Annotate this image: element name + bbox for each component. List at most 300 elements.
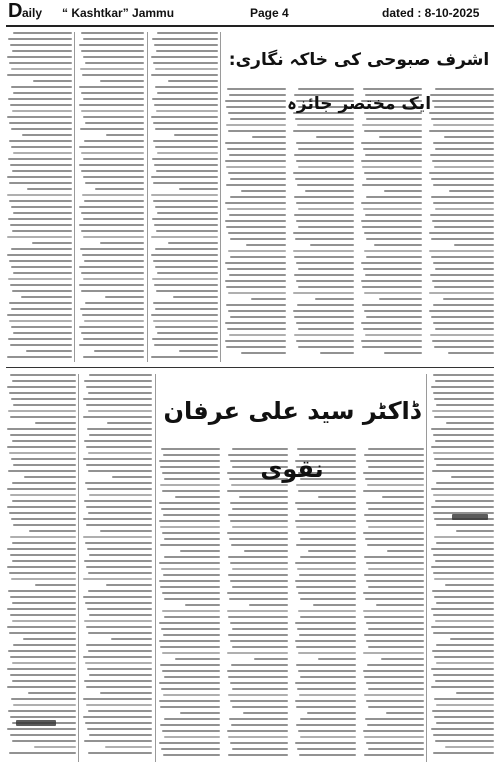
masthead-daily: aily	[22, 6, 43, 20]
text-line	[89, 554, 152, 556]
text-line	[87, 488, 152, 490]
text-line	[7, 194, 72, 196]
text-line	[11, 86, 72, 88]
text-line	[159, 700, 220, 702]
text-line	[154, 224, 218, 226]
text-line	[363, 730, 424, 732]
text-line	[366, 700, 424, 702]
text-line	[363, 670, 424, 672]
bottom-headline: ڈاکٹر سید علی عرفان نقوی	[158, 382, 426, 440]
text-line	[229, 154, 286, 156]
text-line	[231, 664, 288, 666]
text-line	[8, 98, 72, 100]
text-line	[7, 728, 76, 730]
text-line	[9, 122, 72, 124]
text-line	[8, 590, 76, 592]
text-line	[84, 500, 152, 502]
text-line	[33, 80, 72, 82]
text-line	[84, 680, 152, 682]
text-line	[230, 256, 286, 258]
text-line	[81, 92, 144, 94]
text-line	[12, 290, 72, 292]
text-line	[430, 274, 494, 276]
text-line	[297, 568, 356, 570]
text-line	[226, 304, 286, 306]
text-line	[226, 106, 286, 108]
text-line	[7, 626, 76, 628]
text-line	[83, 176, 144, 178]
text-line	[79, 206, 144, 208]
text-line	[381, 658, 424, 660]
text-line	[88, 710, 152, 712]
text-line	[154, 284, 218, 286]
text-line	[86, 626, 152, 628]
text-line	[227, 592, 288, 594]
text-line	[10, 434, 77, 436]
text-line	[83, 38, 144, 40]
masthead-d-letter: D	[8, 0, 23, 22]
text-line	[298, 166, 354, 168]
text-line	[367, 544, 424, 546]
text-line	[296, 526, 356, 528]
text-line	[252, 136, 286, 138]
text-line	[228, 514, 288, 516]
text-line	[83, 338, 144, 340]
text-line	[155, 326, 218, 328]
column-divider	[74, 32, 75, 362]
text-line	[88, 452, 152, 454]
text-line	[364, 310, 422, 312]
text-line	[13, 524, 76, 526]
sub-heading	[452, 514, 488, 520]
text-line	[80, 68, 144, 70]
text-line	[436, 524, 494, 526]
text-line	[161, 568, 220, 570]
text-line	[432, 220, 494, 222]
text-line	[230, 700, 288, 702]
text-line	[365, 718, 424, 720]
text-line	[86, 686, 152, 688]
text-line	[79, 224, 144, 226]
text-line	[13, 272, 72, 274]
text-line	[361, 220, 422, 222]
text-line	[152, 218, 218, 220]
text-line	[174, 134, 218, 136]
text-line	[157, 92, 218, 94]
text-line	[228, 292, 286, 294]
text-line	[9, 260, 72, 262]
text-line	[244, 550, 288, 552]
text-line	[293, 130, 354, 132]
text-line	[11, 146, 72, 148]
section-divider	[6, 367, 494, 368]
text-line	[367, 484, 424, 486]
text-line	[225, 340, 286, 342]
text-line	[433, 632, 494, 634]
text-line	[85, 722, 152, 724]
text-line	[185, 604, 220, 606]
text-line	[300, 676, 356, 678]
text-line	[315, 298, 354, 300]
text-line	[299, 574, 356, 576]
text-line	[168, 80, 218, 82]
text-line	[298, 610, 356, 612]
text-line	[85, 182, 144, 184]
text-line	[298, 148, 354, 150]
text-line	[436, 644, 494, 646]
text-line	[23, 638, 76, 640]
text-line	[318, 658, 356, 660]
text-line	[225, 202, 286, 204]
text-line	[318, 496, 356, 498]
text-line	[435, 440, 494, 442]
text-line	[105, 296, 144, 298]
text-line	[434, 698, 494, 700]
text-line	[160, 664, 220, 666]
text-line	[294, 316, 354, 318]
text-line	[298, 226, 354, 228]
text-line	[13, 92, 72, 94]
text-line	[85, 542, 152, 544]
text-line	[225, 322, 286, 324]
text-line	[159, 580, 220, 582]
text-line	[364, 676, 424, 678]
text-line	[88, 512, 152, 514]
text-line	[436, 464, 494, 466]
text-line	[368, 586, 424, 588]
text-line	[151, 176, 218, 178]
text-line	[431, 728, 494, 730]
text-line	[83, 158, 144, 160]
text-line	[22, 134, 72, 136]
text-line	[162, 610, 220, 612]
text-line	[81, 110, 144, 112]
masthead-date: dated : 8-10-2025	[382, 6, 480, 20]
text-line	[368, 748, 424, 750]
text-line	[226, 346, 286, 348]
text-line	[230, 502, 288, 504]
text-line	[83, 278, 144, 280]
text-line	[361, 160, 422, 162]
text-line	[8, 710, 76, 712]
text-line	[364, 172, 422, 174]
text-line	[232, 526, 288, 528]
text-line	[35, 422, 76, 424]
text-line	[85, 122, 144, 124]
text-line	[156, 170, 218, 172]
text-line	[366, 460, 424, 462]
text-line	[164, 718, 220, 720]
text-line	[366, 502, 424, 504]
text-line	[433, 142, 494, 144]
text-line	[10, 224, 72, 226]
text-column-2	[78, 32, 144, 362]
text-line	[160, 706, 220, 708]
text-line	[27, 188, 72, 190]
column-divider	[78, 374, 79, 762]
text-line	[316, 136, 354, 138]
text-line	[446, 422, 494, 424]
text-column-8	[6, 374, 76, 762]
text-line	[156, 50, 218, 52]
text-line	[296, 340, 354, 342]
text-line	[230, 118, 286, 120]
text-line	[162, 652, 220, 654]
text-line	[225, 142, 286, 144]
text-line	[7, 176, 72, 178]
text-line	[368, 628, 424, 630]
text-line	[84, 620, 152, 622]
text-line	[363, 592, 424, 594]
text-line	[106, 584, 152, 586]
text-line	[80, 248, 144, 250]
text-line	[363, 208, 422, 210]
text-line	[88, 632, 152, 634]
text-line	[151, 194, 218, 196]
text-line	[105, 746, 152, 748]
text-line	[155, 206, 218, 208]
text-line	[433, 572, 494, 574]
text-line	[88, 590, 152, 592]
text-line	[227, 532, 288, 534]
text-line	[231, 544, 288, 546]
text-line	[298, 346, 354, 348]
text-line	[365, 598, 424, 600]
text-line	[436, 704, 494, 706]
text-column-4	[224, 88, 286, 362]
text-line	[226, 286, 286, 288]
text-line	[32, 242, 72, 244]
text-line	[7, 548, 76, 550]
text-line	[88, 410, 152, 412]
text-line	[81, 272, 144, 274]
text-line	[361, 340, 422, 342]
text-line	[83, 236, 144, 238]
text-line	[295, 622, 356, 624]
text-line	[161, 628, 220, 630]
text-line	[83, 98, 144, 100]
text-line	[83, 116, 144, 118]
text-line	[159, 622, 220, 624]
text-line	[230, 562, 288, 564]
text-line	[230, 622, 288, 624]
text-line	[28, 692, 76, 694]
text-line	[232, 508, 288, 510]
text-line	[363, 268, 422, 270]
text-line	[13, 32, 72, 34]
text-line	[159, 460, 220, 462]
text-line	[228, 754, 288, 756]
text-line	[433, 494, 494, 496]
text-line	[444, 136, 494, 138]
text-line	[153, 302, 218, 304]
text-line	[162, 490, 220, 492]
text-line	[8, 218, 72, 220]
text-line	[88, 392, 152, 394]
text-line	[84, 560, 152, 562]
text-line	[443, 298, 494, 300]
text-line	[10, 716, 76, 718]
text-line	[155, 146, 218, 148]
text-line	[227, 208, 286, 210]
text-line	[364, 292, 422, 294]
masthead-page: Page 4	[250, 6, 289, 20]
text-line	[436, 602, 494, 604]
text-line	[433, 322, 494, 324]
text-line	[34, 746, 76, 748]
text-line	[435, 680, 494, 682]
text-line	[296, 202, 354, 204]
text-line	[10, 44, 72, 46]
text-line	[85, 62, 144, 64]
text-line	[295, 580, 356, 582]
text-line	[227, 730, 288, 732]
text-line	[230, 178, 286, 180]
text-line	[87, 728, 152, 730]
text-line	[295, 502, 356, 504]
text-line	[157, 272, 218, 274]
text-line	[86, 404, 153, 406]
text-line	[21, 296, 72, 298]
text-line	[153, 320, 218, 322]
text-line	[434, 656, 494, 658]
text-line	[297, 508, 356, 510]
text-line	[83, 218, 144, 220]
text-line	[226, 124, 286, 126]
text-line	[434, 286, 494, 288]
text-line	[296, 706, 356, 708]
text-line	[164, 736, 220, 738]
text-line	[298, 208, 354, 210]
text-line	[363, 328, 422, 330]
text-line	[232, 568, 288, 570]
text-line	[10, 374, 77, 376]
text-line	[11, 458, 76, 460]
text-line	[83, 536, 152, 538]
text-line	[456, 530, 494, 532]
text-line	[434, 398, 494, 400]
text-line	[160, 646, 220, 648]
text-line	[298, 268, 354, 270]
text-line	[298, 286, 354, 288]
text-line	[154, 104, 218, 106]
text-line	[431, 256, 494, 258]
text-line	[100, 80, 144, 82]
text-line	[434, 346, 494, 348]
text-line	[366, 562, 424, 564]
text-line	[365, 334, 422, 336]
text-line	[431, 506, 494, 508]
text-line	[298, 328, 354, 330]
text-line	[432, 650, 494, 652]
text-line	[11, 248, 72, 250]
text-line	[366, 682, 424, 684]
sub-heading	[16, 720, 56, 726]
text-line	[153, 260, 218, 262]
text-line	[12, 380, 76, 382]
text-line	[84, 380, 152, 382]
text-line	[297, 748, 356, 750]
text-line	[387, 550, 424, 552]
text-line	[88, 572, 152, 574]
text-line	[12, 620, 76, 622]
text-line	[432, 100, 494, 102]
text-line	[300, 616, 356, 618]
text-column-13	[362, 448, 424, 762]
text-line	[12, 662, 76, 664]
text-line	[433, 392, 494, 394]
text-line	[294, 274, 354, 276]
text-line	[159, 562, 220, 564]
text-line	[429, 172, 494, 174]
text-line	[363, 652, 424, 654]
text-line	[456, 692, 494, 694]
text-line	[160, 586, 220, 588]
text-line	[364, 574, 424, 576]
text-line	[100, 242, 144, 244]
text-line	[180, 712, 220, 714]
text-line	[13, 152, 72, 154]
text-line	[429, 292, 494, 294]
text-line	[434, 226, 494, 228]
text-line	[225, 280, 286, 282]
text-line	[231, 724, 288, 726]
text-line	[164, 478, 220, 480]
text-column-9	[82, 374, 152, 762]
text-line	[365, 154, 422, 156]
text-line	[298, 652, 356, 654]
text-line	[9, 62, 72, 64]
text-line	[162, 472, 220, 474]
text-line	[230, 316, 286, 318]
text-line	[163, 454, 220, 456]
text-line	[85, 482, 152, 484]
text-line	[431, 626, 494, 628]
text-line	[294, 334, 354, 336]
text-line	[431, 686, 494, 688]
text-line	[379, 136, 422, 138]
text-line	[431, 566, 494, 568]
text-column-3	[150, 32, 218, 362]
text-line	[9, 200, 72, 202]
text-line	[88, 752, 152, 754]
text-line	[295, 562, 356, 564]
text-line	[164, 556, 220, 558]
text-line	[10, 494, 77, 496]
text-line	[436, 404, 494, 406]
text-line	[160, 484, 220, 486]
text-line	[112, 476, 152, 478]
text-line	[84, 260, 144, 262]
text-line	[366, 256, 422, 258]
text-line	[79, 164, 144, 166]
text-line	[225, 262, 286, 264]
text-line	[243, 712, 288, 714]
text-line	[228, 736, 288, 738]
text-line	[152, 38, 218, 40]
text-line	[366, 742, 424, 744]
text-line	[228, 556, 288, 558]
text-line	[7, 446, 76, 448]
text-line	[436, 542, 494, 544]
text-line	[368, 568, 424, 570]
text-line	[430, 334, 494, 336]
text-line	[10, 416, 76, 418]
text-line	[433, 374, 494, 376]
text-line	[153, 140, 218, 142]
text-line	[10, 734, 77, 736]
text-line	[435, 560, 494, 562]
